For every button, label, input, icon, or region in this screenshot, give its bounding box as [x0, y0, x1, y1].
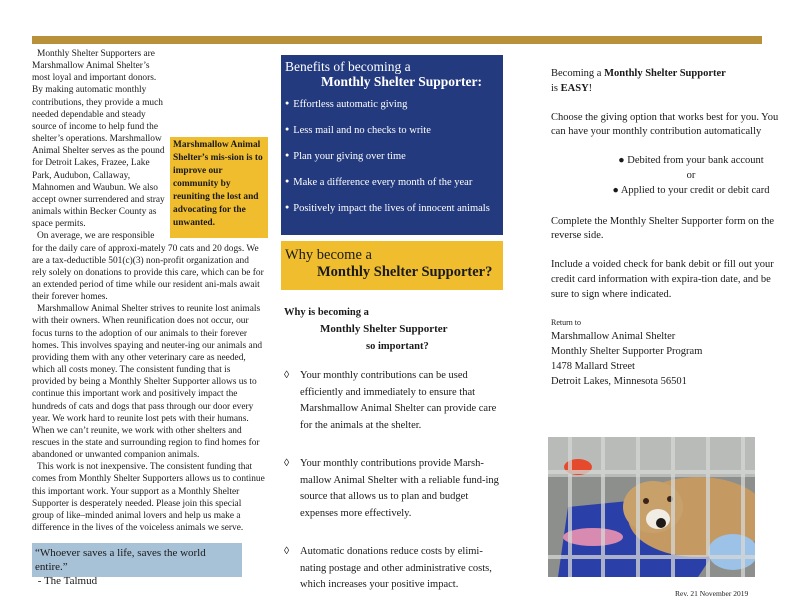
- benefit-item: ● Plan your giving over time: [285, 151, 499, 177]
- benefit-item: ● Make a difference every month of the year: [285, 177, 499, 203]
- heading-line: Monthly Shelter Supporter: [320, 323, 448, 335]
- revision-date: Rev. 21 November 2019: [675, 589, 749, 598]
- paragraph: Marshmallow Animal Shelter strives to reunite lost animals with their owners. When reunification does not occur, our focus turns to the adoption of our animals to their forever homes. This involves spaying and neuter-ing our animals and providing them with any other veterinary care as needed, which all costs money. The consistent funding that is provided by being a Monthly Shelter Supporter allows us to continue this important work and positively impact the hundreds of cats and dogs that pass through our door every year. We work hard to reunite lost pets with their humans. When we can’t reunite, we work with other shelters and rescues in the state and surrounding region to find homes for abandoned or unwanted companion animals.: [32, 304, 263, 461]
- paragraph: This work is not inexpensive. The consistent funding that comes from Monthly Shelter Supporters allows us to continue this important work. Your support as a Monthly Shelter Supporter is desperately needed. Please join this special group of like–minded animal lovers and help us make a difference in the lives of the voiceless animals we serve.: [32, 462, 265, 534]
- paragraph: Monthly Shelter Supporters are Marshmallow Animal Shelter’s most loyal and important donors. By making automatic monthly contributions, they provide a much needed dependable and steady source of income to help fund the shelter’s operations. Marshmallow Animal Shelter serves as the pound for Detroit Lakes, Frazee, Lake Park, Audubon, Callaway, Mahnomen and Waubun. We also accept owner surrendered and stray animals within Becker County as space permits.: [32, 49, 165, 230]
- address-line: Monthly Shelter Supporter Program: [551, 345, 703, 357]
- option-or: or: [686, 169, 696, 181]
- benefit-item: ● Less mail and no checks to write: [285, 125, 499, 151]
- complete-text: Complete the Monthly Shelter Supporter form on the reverse side.: [551, 215, 775, 242]
- benefits-box: [281, 55, 503, 235]
- reason-text: Your monthly contributions provide Marsh-mallow Animal Shelter with a reliable fund-ing source that allows us to plan and budget expenses more effectively.: [300, 458, 499, 519]
- why-title-line1: Why become a: [285, 247, 372, 263]
- reason-text: Your monthly contributions can be used efficiently and immediately to ensure that Marshmallow Animal Shelter can provide care for the animals at the shelter.: [300, 370, 497, 431]
- mission-callout: Marshmallow Animal Shelter’s mis-sion is to improve our community by reuniting the lost and advocating for the unwanted.: [170, 137, 268, 238]
- include-text: Include a voided check for bank debit or fill out your credit card information with expira-tion date, and be sure to sign where indicated.: [551, 259, 774, 300]
- left-column: [32, 48, 265, 534]
- reason-text: Automatic donations reduce costs by elimi-nating postage and other administrative costs, which increases your positive impact.: [300, 546, 492, 590]
- reason-item: [284, 544, 504, 594]
- heading-line: so important?: [366, 341, 429, 352]
- quote-text: “Whoever saves a life, saves the world entire.”: [35, 547, 206, 573]
- reasons-list: [284, 368, 504, 609]
- intro-text: is: [551, 82, 561, 94]
- benefits-list: [285, 99, 499, 229]
- diamond-bullet-icon: ◊: [284, 458, 290, 469]
- option-card: ● Applied to your credit or debit card: [612, 184, 770, 196]
- benefit-item: ● Effortless automatic giving: [285, 99, 499, 125]
- return-address: [551, 329, 781, 389]
- diamond-bullet-icon: ◊: [284, 370, 290, 381]
- benefits-title-line1: Benefits of becoming a: [285, 59, 411, 74]
- easy-intro: [551, 67, 781, 97]
- address-line: Detroit Lakes, Minnesota 56501: [551, 375, 687, 387]
- paragraph: On average, we are responsible for the daily care of approxi-mately 70 cats and 20 dogs. We are a tax-deductible 501(c)(3) non-profit organization and rely solely on donations to provide this care, which can be for an extended period of time while our resident ani-mals await their forever homes.: [32, 231, 264, 303]
- diamond-bullet-icon: ◊: [284, 546, 290, 557]
- intro-bold: Monthly Shelter Supporter: [604, 68, 726, 79]
- intro-easy: EASY: [560, 82, 589, 94]
- heading-line: Why is becoming a: [284, 307, 369, 318]
- quote-source: - The Talmud: [35, 575, 98, 587]
- reason-item: [284, 368, 504, 434]
- intro-text: Becoming a: [551, 68, 605, 79]
- importance-heading: [284, 304, 504, 355]
- right-column: [551, 67, 781, 389]
- why-title-line2: Monthly Shelter Supporter?: [317, 264, 493, 280]
- return-to-label: Return to: [551, 317, 581, 327]
- talmud-quote: [32, 543, 242, 587]
- benefits-title-line2: Monthly Shelter Supporter:: [321, 74, 482, 89]
- why-become-box: [281, 241, 503, 290]
- option-bank: ● Debited from your bank account: [618, 155, 764, 167]
- top-gold-bar: [32, 36, 762, 44]
- giving-options: [551, 154, 781, 198]
- benefit-item: ● Positively impact the lives of innocent animals: [285, 203, 499, 229]
- choose-text: Choose the giving option that works best for you. You can have your monthly contribution automatically: [551, 111, 779, 138]
- address-line: 1478 Mallard Street: [551, 360, 635, 372]
- reason-item: [284, 456, 504, 522]
- address-line: Marshmallow Animal Shelter: [551, 330, 676, 342]
- intro-text: !: [588, 82, 593, 94]
- dog-in-kennel-photo: [548, 437, 755, 577]
